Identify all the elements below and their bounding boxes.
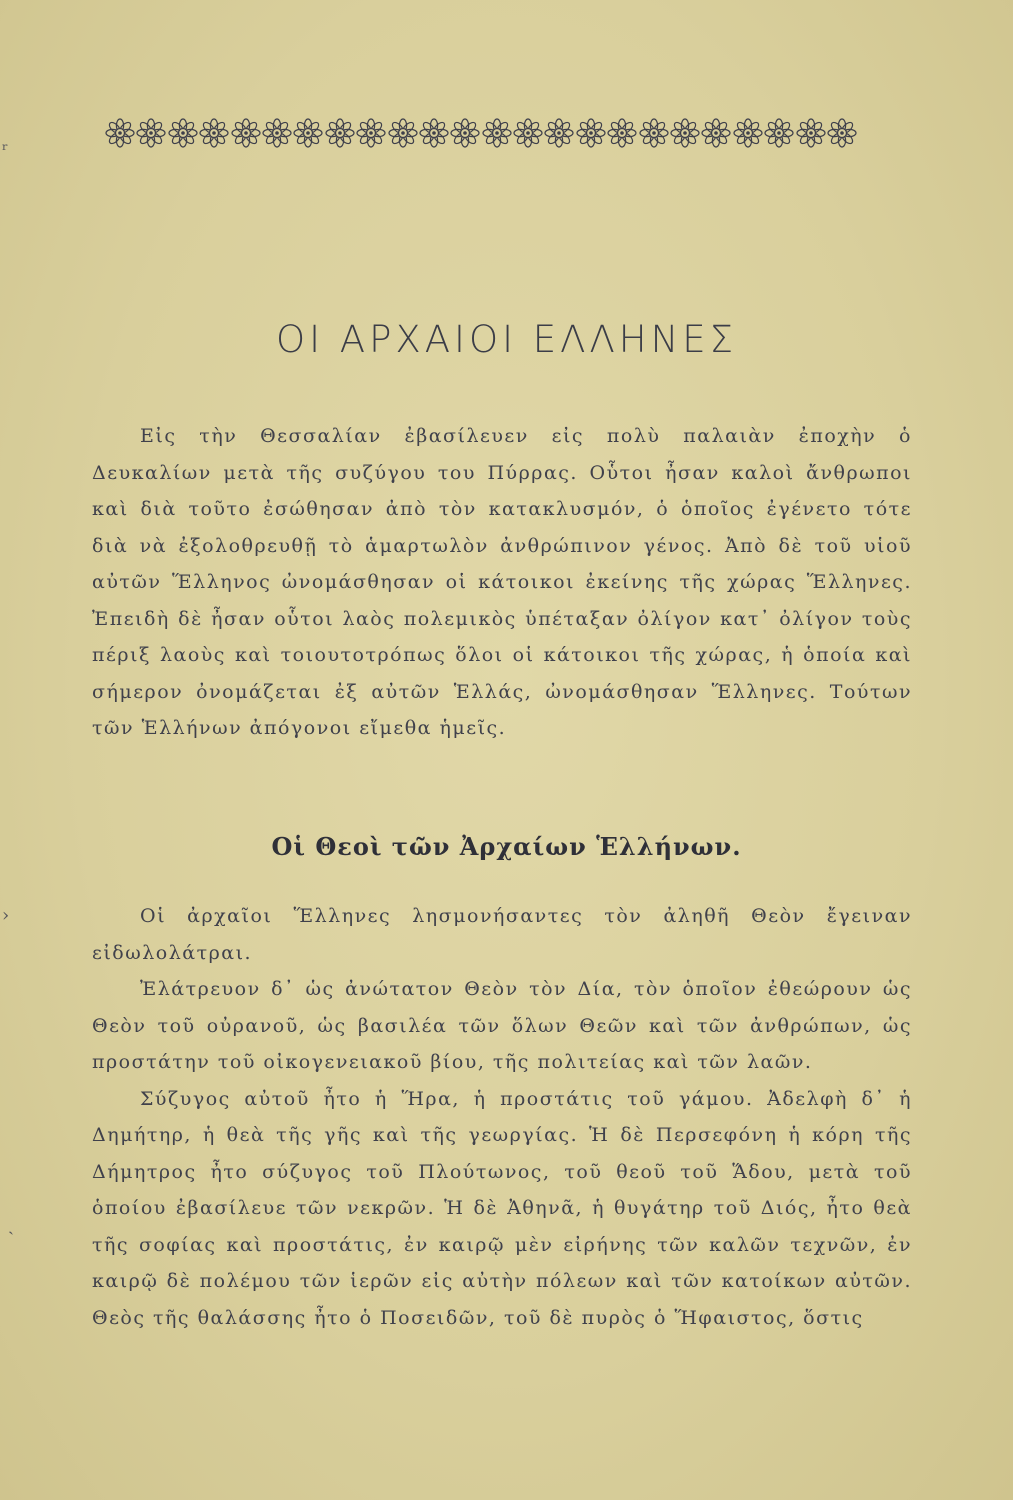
rosette-icon (293, 118, 323, 148)
rosette-icon (513, 118, 543, 148)
rosette-icon (639, 118, 669, 148)
rosette-icon (199, 118, 229, 148)
rosette-icon (607, 118, 637, 148)
margin-mark: ˴ (8, 1220, 14, 1241)
body-text (92, 898, 912, 1336)
rosette-icon (105, 118, 135, 148)
rosette-icon (136, 118, 166, 148)
page-title: ΟΙ ΑΡΧΑΙΟΙ ΕΛΛΗΝΕΣ (275, 318, 738, 361)
rosette-icon (231, 118, 261, 148)
section-heading: Οἱ Θεοὶ τῶν Ἀρχαίων Ἑλλήνων. (271, 832, 742, 861)
rosette-icon (262, 118, 292, 148)
rosette-icon (482, 118, 512, 148)
margin-mark: ʳ (2, 140, 9, 161)
rosette-icon (168, 118, 198, 148)
intro-paragraph (92, 418, 912, 747)
paragraph: Σύζυγος αὐτοῦ ἦτο ἡ Ἥρα, ἡ προστάτις τοῦ γάμου. Ἀδελφὴ δ᾽ ἡ Δημήτηρ, ἡ θεὰ τῆς γῆς καὶ τῆς γεωργίας. Ἡ δὲ Περσεφόνη ἡ κόρη τῆς Δήμητρος ἦτο σύζυγος τοῦ Πλούτωνος, τοῦ θεοῦ τοῦ Ἅδου, μετὰ τοῦ ὁποίου ἐβασίλευε τῶν νεκρῶν. Ἡ δὲ Ἀθηνᾶ, ἡ θυγάτηρ τοῦ Διός, ἦτο θεὰ τῆς σοφίας καὶ προστάτις, ἐν καιρῷ μὲν εἰρήνης τῶν καλῶν τεχνῶν, ἐν καιρῷ δὲ πολέμου τῶν ἱερῶν εἰς αὐτὴν πόλεων καὶ τῶν κατοίκων αὐτῶν. Θεὸς τῆς θαλάσσης ἦτο ὁ Ποσειδῶν, τοῦ δὲ πυρὸς ὁ Ἥφαιστος, ὅστις (92, 1087, 912, 1329)
rosette-icon (733, 118, 763, 148)
rosette-icon (827, 118, 857, 148)
paragraph: Οἱ ἀρχαῖοι Ἕλληνες λησμονήσαντες τὸν ἀληθῆ Θεὸν ἔγειναν εἰδωλολάτραι. (92, 905, 912, 964)
rosette-icon (388, 118, 418, 148)
paragraph: Ἐλάτρευον δ᾽ ὡς ἀνώτατον Θεὸν τὸν Δία, τὸν ὁποῖον ἐθεώρουν ὡς Θεὸν τοῦ οὐρανοῦ, ὡς βασιλέα τῶν ὅλων Θεῶν καὶ τῶν ἀνθρώπων, ὡς προστάτην τοῦ οἰκογενειακοῦ βίου, τῆς πολιτείας καὶ τῶν λαῶν. (92, 978, 912, 1073)
rosette-icon (576, 118, 606, 148)
rosette-icon (670, 118, 700, 148)
rosette-icon (325, 118, 355, 148)
rosette-icon (796, 118, 826, 148)
rosette-icon (764, 118, 794, 148)
rosette-icon (356, 118, 386, 148)
intro-text: Εἰς τὴν Θεσσαλίαν ἐβασίλευεν εἰς πολὺ παλαιὰν ἐποχὴν ὁ Δευκαλίων μετὰ τῆς συζύγου του Πύρρας. Οὗτοι ἦσαν καλοὶ ἄνθρωποι καὶ διὰ τοῦτο ἐσώθησαν ἀπὸ τὸν κατακλυσμόν, ὁ ὁποῖος ἐγένετο τότε διὰ νὰ ἐξολοθρευθῇ τὸ ἁμαρτωλὸν ἀνθρώπινον γένος. Ἀπὸ δὲ τοῦ υἱοῦ αὐτῶν Ἕλληνος ὠνομάσθησαν οἱ κάτοικοι ἐκείνης τῆς χώρας Ἕλληνες. Ἐπειδὴ δὲ ἦσαν οὗτοι λαὸς πολεμικὸς ὑπέταξαν ὀλίγον κατ᾽ ὀλίγον τοὺς πέριξ λαοὺς καὶ τοιουτοτρόπως ὅλοι οἱ κάτοικοι τῆς χώρας, ἡ ὁποία καὶ σήμερον ὀνομάζεται ἐξ αὐτῶν Ἑλλάς, ὠνομάσθησαν Ἕλληνες. Τούτων τῶν Ἑλλήνων ἀπόγονοι εἴμεθα ἡμεῖς. (92, 425, 912, 739)
rosette-icon (450, 118, 480, 148)
margin-mark: › (2, 905, 10, 926)
rosette-icon (419, 118, 449, 148)
ornament-band (105, 112, 857, 154)
rosette-icon (701, 118, 731, 148)
rosette-icon (544, 118, 574, 148)
